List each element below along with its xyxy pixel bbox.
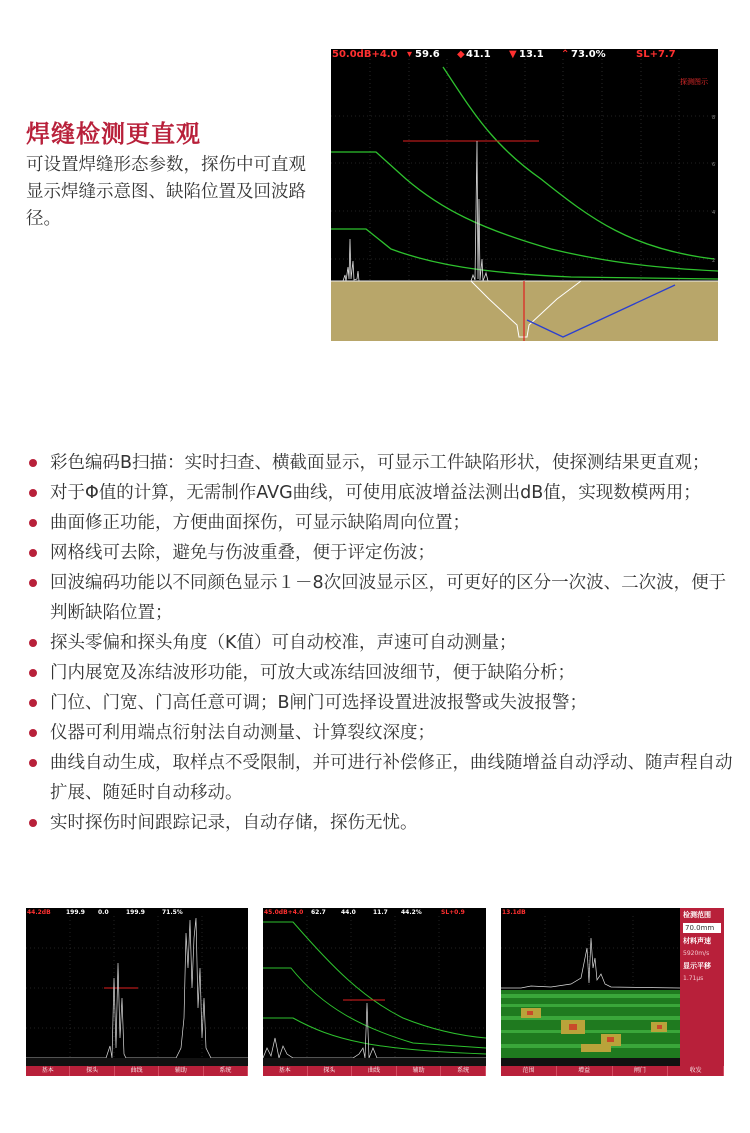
list-item: 门内展宽及冻结波形功能，可放大或冻结回波细节，便于缺陷分析； xyxy=(28,658,733,688)
waveform-display xyxy=(263,908,486,1076)
bullet-icon xyxy=(29,759,37,767)
amplitude-readout: 71.5% xyxy=(162,909,183,916)
menu-range[interactable]: 范围 xyxy=(501,1066,557,1076)
depth-readout: 199.9 xyxy=(126,909,145,916)
bullet-icon xyxy=(29,459,37,467)
list-item: 彩色编码B扫描：实时扫查、横截面显示，可显示工件缺陷形状，使探测结果更直观； xyxy=(28,448,733,478)
sl-readout: SL+7.7 xyxy=(636,49,676,60)
gain-readout: 13.1dB xyxy=(502,909,526,916)
bullet-icon xyxy=(29,639,37,647)
waveform-display xyxy=(331,49,718,341)
menu-bar xyxy=(501,1066,724,1076)
amplitude-readout: 73.0% xyxy=(571,49,606,60)
screenshot-tracking xyxy=(26,908,248,1076)
horizontal-distance-readout: 44.0 xyxy=(341,909,356,916)
depth-readout: 11.7 xyxy=(373,909,388,916)
gain-readout: 44.2dB xyxy=(27,909,51,916)
bullet-icon xyxy=(29,579,37,587)
gain-readout: 45.0dB+4.0 xyxy=(264,909,304,916)
depth-icon: ▼ xyxy=(509,49,517,60)
menu-system[interactable]: 系统 xyxy=(204,1066,248,1076)
sound-path-readout: 62.7 xyxy=(311,909,326,916)
horizontal-distance-readout: 41.1 xyxy=(466,49,491,60)
list-item: 对于Φ值的计算，无需制作AVG曲线，可使用底波增益法测出dB值，实现数模两用； xyxy=(28,478,733,508)
menu-system[interactable]: 系统 xyxy=(441,1066,486,1076)
list-item: 探头零偏和探头角度（K值）可自动校准，声速可自动测量； xyxy=(28,628,733,658)
amplitude-icon: ⌃ xyxy=(561,49,570,60)
list-item: 门位、门宽、门高任意可调；B闸门可选择设置进波报警或失波报警； xyxy=(28,688,733,718)
sl-readout: SL+0.9 xyxy=(441,909,465,916)
stat-marker-icon: ▾ xyxy=(407,49,413,60)
velocity-value[interactable]: 5920m/s xyxy=(683,950,710,957)
bullet-icon xyxy=(29,729,37,737)
section-description: 可设置焊缝形态参数，探伤中可直观显示焊缝示意图、缺陷位置及回波路径。 xyxy=(26,155,306,229)
scale-tick: 2 xyxy=(712,258,716,264)
flaw-detector-screen xyxy=(331,49,718,341)
menu-bar xyxy=(26,1066,248,1076)
list-item: 仪器可利用端点衍射法自动测量、计算裂纹深度； xyxy=(28,718,733,748)
menu-probe[interactable]: 探头 xyxy=(308,1066,353,1076)
sound-path-readout: 199.9 xyxy=(66,909,85,916)
list-item: 曲面修正功能，方便曲面探伤，可显示缺陷周向位置； xyxy=(28,508,733,538)
list-item: 回波编码功能以不同颜色显示１－8次回波显示区，可更好的区分一次波、二次波，便于判断缺陷位置； xyxy=(28,568,733,628)
bullet-icon xyxy=(29,699,37,707)
sound-path-readout: 59.6 xyxy=(415,49,440,60)
panel-title-range: 检测范围 xyxy=(683,911,711,919)
bullet-icon xyxy=(29,819,37,827)
bullet-icon xyxy=(29,669,37,677)
delay-value[interactable]: 1.71μs xyxy=(683,975,704,982)
bullet-icon xyxy=(29,489,37,497)
depth-readout: 13.1 xyxy=(519,49,544,60)
scale-tick: 6 xyxy=(712,162,716,168)
menu-gate[interactable]: 闸门 xyxy=(613,1066,669,1076)
panel-title-delay: 显示平移 xyxy=(683,962,711,970)
parameter-panel xyxy=(680,908,724,1066)
dac-curve-lower xyxy=(331,229,718,279)
panel-title-velocity: 材料声速 xyxy=(683,937,711,945)
screenshot-dac xyxy=(263,908,486,1076)
menu-assist[interactable]: 辅助 xyxy=(159,1066,203,1076)
list-item: 实时探伤时间跟踪记录，自动存储，探伤无忧。 xyxy=(28,808,733,838)
range-value-field[interactable]: 70.0mm xyxy=(683,923,721,933)
list-item: 网格线可去除，避免与伤波重叠，便于评定伤波； xyxy=(28,538,733,568)
scale-tick: 4 xyxy=(712,210,716,216)
gain-readout: 50.0dB+4.0 xyxy=(332,49,398,60)
bullet-icon xyxy=(29,549,37,557)
menu-gain[interactable]: 增益 xyxy=(557,1066,613,1076)
menu-transceive[interactable]: 收发 xyxy=(668,1066,724,1076)
menu-curve[interactable]: 曲线 xyxy=(115,1066,159,1076)
menu-assist[interactable]: 辅助 xyxy=(397,1066,442,1076)
menu-basic[interactable]: 基本 xyxy=(26,1066,70,1076)
feature-list xyxy=(28,448,733,838)
waveform-display xyxy=(26,908,248,1076)
amplitude-readout: 44.2% xyxy=(401,909,422,916)
horizontal-icon: ◆ xyxy=(457,49,465,60)
menu-bar xyxy=(263,1066,486,1076)
menu-probe[interactable]: 探头 xyxy=(70,1066,114,1076)
menu-basic[interactable]: 基本 xyxy=(263,1066,308,1076)
menu-curve[interactable]: 曲线 xyxy=(352,1066,397,1076)
horizontal-distance-readout: 0.0 xyxy=(98,909,109,916)
scale-tick: 8 xyxy=(712,115,716,121)
section-title: 焊缝检测更直观 xyxy=(26,120,201,148)
detection-diagram-label: 探测图示 xyxy=(680,78,708,86)
screenshot-b-scan xyxy=(501,908,724,1076)
dac-curve-middle xyxy=(331,152,718,271)
bullet-icon xyxy=(29,519,37,527)
list-item: 曲线自动生成，取样点不受限制，并可进行补偿修正，曲线随增益自动浮动、随声程自动扩展、随延时自动移动。 xyxy=(28,748,733,808)
